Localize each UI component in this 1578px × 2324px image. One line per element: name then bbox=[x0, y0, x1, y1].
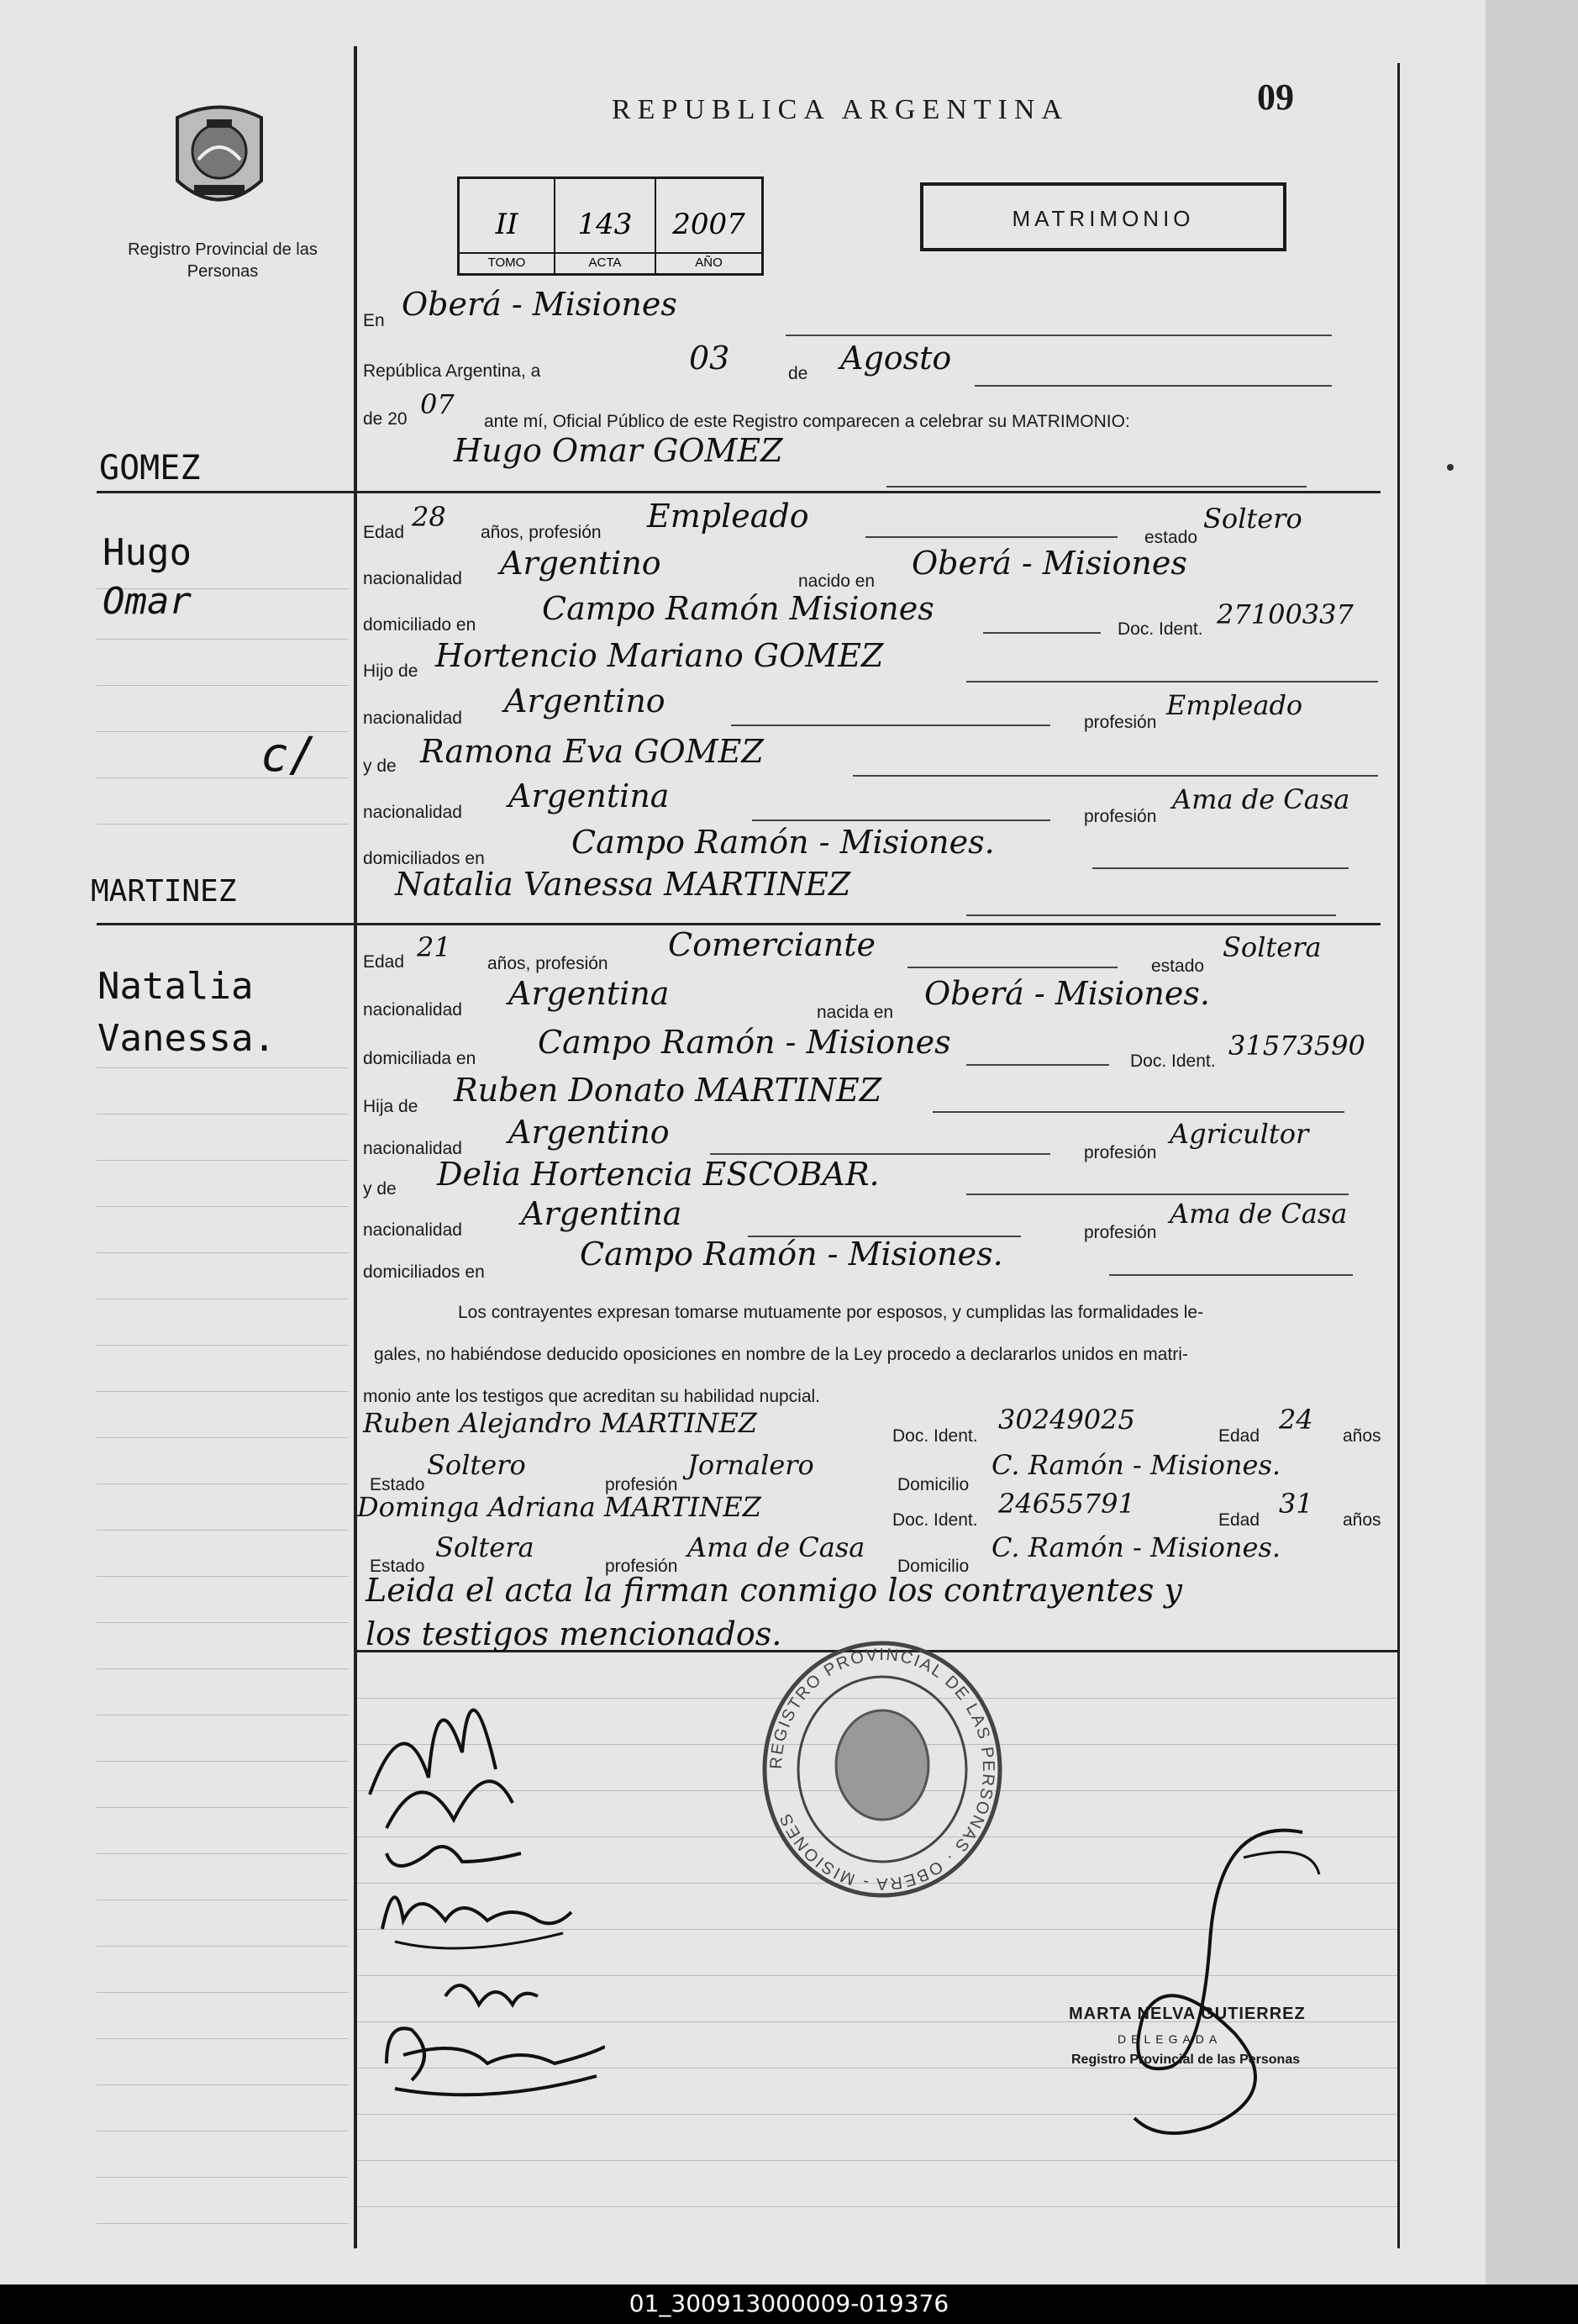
punch-mark bbox=[1447, 464, 1454, 471]
tomo-label: TOMO bbox=[460, 252, 554, 270]
witness-1-profession: Jornalero bbox=[687, 1449, 814, 1481]
groom-edad-label: Edad bbox=[363, 523, 405, 542]
groom-mother-nationality: Argentina bbox=[508, 777, 670, 814]
closing-note-line-1: Leida el acta la firman conmigo los contrayentes y bbox=[366, 1572, 1182, 1609]
bride-mother-nacionalidad-label: nacionalidad bbox=[363, 1220, 462, 1240]
tomo-value: II bbox=[495, 208, 518, 241]
groom-father-nationality: Argentino bbox=[504, 682, 665, 719]
official-title: DELEGADA bbox=[1118, 2032, 1223, 2046]
bride-nationality: Argentina bbox=[508, 975, 670, 1012]
groom-mother-profesion-label: profesión bbox=[1084, 807, 1157, 826]
witness-1-edad-label: Edad bbox=[1218, 1426, 1260, 1446]
witness-2-edad-label: Edad bbox=[1218, 1510, 1260, 1530]
round-seal-text: REGISTRO PROVINCIAL DE LAS PERSONAS · OBERA - MISIONES bbox=[766, 1645, 998, 1894]
bride-birthplace: Oberá - Misiones. bbox=[924, 975, 1210, 1012]
groom-mother-name: Ramona Eva GOMEZ bbox=[420, 733, 764, 770]
margin-groom-surname: GOMEZ bbox=[99, 449, 201, 487]
witness-2-domicilio-label: Domicilio bbox=[897, 1557, 970, 1576]
witness-2-status: Soltera bbox=[435, 1531, 534, 1563]
bride-mother-profesion-label: profesión bbox=[1084, 1223, 1157, 1242]
year-prefix: de 20 bbox=[363, 409, 408, 429]
closing-note-line-2: los testigos mencionados. bbox=[366, 1615, 782, 1652]
bride-hija-label: Hija de bbox=[363, 1097, 418, 1116]
witness-2-estado-label: Estado bbox=[370, 1557, 425, 1576]
bride-marital-status: Soltera bbox=[1223, 931, 1322, 963]
groom-mother-profession: Ama de Casa bbox=[1172, 783, 1350, 815]
declaration-line-1: Los contrayentes expresan tomarse mutuamente por esposos, y cumplidas las formalidades le- bbox=[458, 1303, 1204, 1322]
witness-1-profesion-label: profesión bbox=[605, 1475, 678, 1494]
day-value: 03 bbox=[689, 340, 730, 377]
witness-1-domicile: C. Ramón - Misiones. bbox=[992, 1449, 1281, 1481]
official-name: MARTA NELVA GUTIERREZ bbox=[1069, 2005, 1306, 2023]
anio-cell bbox=[656, 179, 761, 273]
bride-edad-label: Edad bbox=[363, 952, 405, 972]
place-value: Oberá - Misiones bbox=[402, 286, 677, 323]
acta-cell bbox=[555, 179, 656, 273]
groom-estado-label: estado bbox=[1144, 528, 1198, 547]
bride-father-name: Ruben Donato MARTINEZ bbox=[454, 1072, 882, 1109]
page-number: 09 bbox=[1257, 76, 1294, 118]
witness-2-anos-label: años bbox=[1343, 1510, 1381, 1530]
witness-1-age: 24 bbox=[1279, 1404, 1313, 1436]
bride-doc-label: Doc. Ident. bbox=[1130, 1051, 1216, 1071]
acta-value: 143 bbox=[577, 208, 633, 241]
margin-groom-given-1: Hugo bbox=[103, 531, 192, 574]
groom-nacionalidad-label: nacionalidad bbox=[363, 569, 462, 588]
appearance-text: ante mí, Oficial Público de este Registro comparecen a celebrar su MATRIMONIO: bbox=[484, 412, 1130, 431]
bride-domiciliados-label: domiciliados en bbox=[363, 1262, 485, 1282]
bride-mother-name: Delia Hortencia ESCOBAR. bbox=[437, 1156, 880, 1193]
footer-strip bbox=[0, 2284, 1578, 2324]
witness-2-doc: 24655791 bbox=[998, 1488, 1135, 1520]
margin-bride-surname: MARTINEZ bbox=[91, 874, 237, 909]
republica-label: República Argentina, a bbox=[363, 361, 541, 381]
month-value: Agosto bbox=[840, 340, 952, 377]
groom-nacido-label: nacido en bbox=[798, 572, 876, 591]
tomo-cell bbox=[460, 179, 555, 273]
groom-father-nacionalidad-label: nacionalidad bbox=[363, 709, 462, 728]
act-type-label: MATRIMONIO bbox=[1012, 206, 1195, 231]
bride-profession: Comerciante bbox=[668, 926, 876, 963]
groom-father-name: Hortencio Mariano GOMEZ bbox=[435, 637, 884, 674]
bride-divider bbox=[97, 923, 1381, 925]
bride-nacida-label: nacida en bbox=[817, 1003, 894, 1022]
right-rule bbox=[1397, 63, 1400, 2248]
groom-doc-label: Doc. Ident. bbox=[1118, 619, 1203, 639]
groom-parents-address: Campo Ramón - Misiones. bbox=[571, 824, 995, 861]
register-box bbox=[457, 177, 764, 276]
round-seal-icon bbox=[748, 1626, 1017, 1912]
bride-father-profession: Agricultor bbox=[1170, 1118, 1309, 1150]
bride-y-de-label: y de bbox=[363, 1179, 397, 1199]
year-suffix: 07 bbox=[420, 388, 455, 420]
groom-hijo-label: Hijo de bbox=[363, 661, 418, 681]
bride-father-profesion-label: profesión bbox=[1084, 1143, 1157, 1162]
page-edge bbox=[1486, 0, 1578, 2284]
witness-2-doc-label: Doc. Ident. bbox=[892, 1510, 978, 1530]
bride-full-name: Natalia Vanessa MARTINEZ bbox=[395, 866, 851, 903]
witness-1-name: Ruben Alejandro MARTINEZ bbox=[363, 1407, 757, 1439]
groom-father-profession: Empleado bbox=[1166, 689, 1303, 721]
groom-anos-label: años, profesión bbox=[481, 523, 602, 542]
bride-father-nacionalidad-label: nacionalidad bbox=[363, 1139, 462, 1158]
groom-profession: Empleado bbox=[647, 498, 809, 535]
signatures-icon bbox=[336, 1652, 605, 2122]
de-label: de bbox=[788, 364, 808, 383]
bride-father-nationality: Argentino bbox=[508, 1114, 670, 1151]
groom-full-name: Hugo Omar GOMEZ bbox=[454, 432, 783, 469]
file-id: 01_300913000009-019376 bbox=[629, 2290, 949, 2317]
en-label: En bbox=[363, 311, 385, 330]
margin-bride-given-1: Natalia bbox=[97, 965, 254, 1008]
anio-value: 2007 bbox=[672, 208, 745, 241]
bride-estado-label: estado bbox=[1151, 956, 1205, 976]
groom-address: Campo Ramón Misiones bbox=[542, 590, 934, 627]
groom-y-de-label: y de bbox=[363, 756, 397, 776]
witness-2-profesion-label: profesión bbox=[605, 1557, 678, 1576]
bride-doc-number: 31573590 bbox=[1228, 1030, 1365, 1062]
witness-1-estado-label: Estado bbox=[370, 1475, 425, 1494]
witness-1-doc-label: Doc. Ident. bbox=[892, 1426, 978, 1446]
act-type-box bbox=[920, 182, 1286, 251]
witness-2-name: Dominga Adriana MARTINEZ bbox=[357, 1491, 761, 1523]
declaration-line-3: monio ante los testigos que acreditan su habilidad nupcial. bbox=[363, 1387, 821, 1406]
registry-name: Registro Provincial de las Personas bbox=[128, 240, 318, 281]
margin-groom-given-2: Omar bbox=[103, 580, 192, 623]
groom-divider bbox=[97, 491, 1381, 493]
official-office: Registro Provincial de las Personas bbox=[1071, 2053, 1301, 2067]
bride-anos-label: años, profesión bbox=[487, 954, 608, 973]
groom-domiciliado-label: domiciliado en bbox=[363, 615, 476, 635]
acta-label: ACTA bbox=[555, 252, 655, 270]
margin-connector: c/ bbox=[260, 728, 318, 783]
groom-birthplace: Oberá - Misiones bbox=[912, 545, 1187, 582]
bride-age: 21 bbox=[417, 931, 451, 963]
witness-2-age: 31 bbox=[1279, 1488, 1313, 1520]
witness-1-status: Soltero bbox=[427, 1449, 526, 1481]
bride-mother-profession: Ama de Casa bbox=[1170, 1198, 1348, 1230]
bride-parents-address: Campo Ramón - Misiones. bbox=[580, 1236, 1003, 1273]
groom-doc-number: 27100337 bbox=[1217, 598, 1354, 630]
witness-2-domicile: C. Ramón - Misiones. bbox=[992, 1531, 1281, 1563]
groom-domiciliados-label: domiciliados en bbox=[363, 849, 485, 868]
witness-1-anos-label: años bbox=[1343, 1426, 1381, 1446]
anio-label: AÑO bbox=[656, 252, 761, 270]
official-signature-icon bbox=[1118, 1824, 1336, 2152]
margin-bride-given-2: Vanessa. bbox=[97, 1017, 276, 1060]
registry-emblem-icon bbox=[165, 101, 274, 219]
witness-1-domicilio-label: Domicilio bbox=[897, 1475, 970, 1494]
groom-age: 28 bbox=[412, 501, 446, 533]
witness-2-profession: Ama de Casa bbox=[687, 1531, 865, 1563]
groom-father-profesion-label: profesión bbox=[1084, 713, 1157, 732]
bride-nacionalidad-label: nacionalidad bbox=[363, 1000, 462, 1020]
groom-marital-status: Soltero bbox=[1203, 503, 1302, 535]
bride-mother-nationality: Argentina bbox=[521, 1195, 682, 1232]
declaration-line-2: gales, no habiéndose deducido oposiciones en nombre de la Ley procedo a declararlos unidos en matri- bbox=[374, 1345, 1188, 1364]
groom-mother-nacionalidad-label: nacionalidad bbox=[363, 803, 462, 822]
witness-1-doc: 30249025 bbox=[998, 1404, 1135, 1436]
country-title: REPUBLICA ARGENTINA bbox=[612, 94, 1069, 125]
bride-address: Campo Ramón - Misiones bbox=[538, 1024, 951, 1061]
bride-domiciliada-label: domiciliada en bbox=[363, 1049, 476, 1068]
groom-nationality: Argentino bbox=[500, 545, 661, 582]
